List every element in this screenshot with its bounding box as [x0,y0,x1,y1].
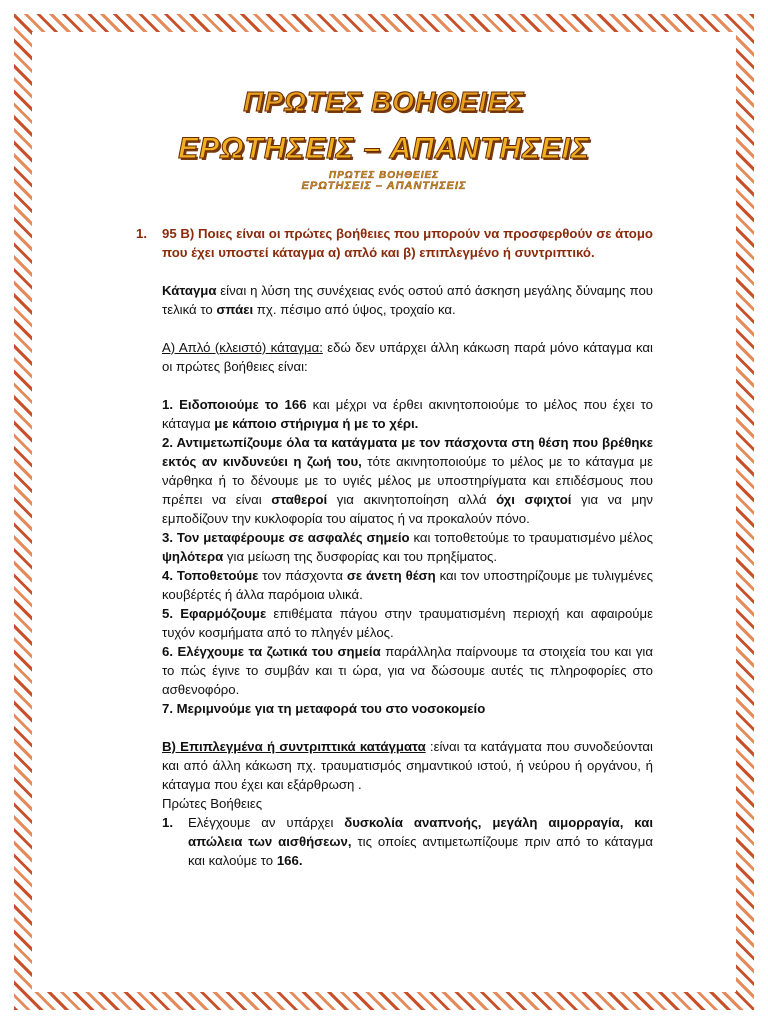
complicated-fracture-paragraph [162,737,653,794]
simple-heading-label: Α) Απλό (κλειστό) κάταγμα: [162,340,323,355]
definition-paragraph [162,281,653,319]
complicated-item-1: 1. Ελέγχουμε αν υπάρχει δυσκολία αναπνοής, μεγάλη αιμορραγία, και απώλεια των αισθήσεων, τις οποίες αντιμετωπίζουμε πριν από το κάταγμα και καλούμε το 166. [162,815,653,868]
step-1: 1. Ειδοποιούμε το 166 και μέχρι να έρθει ακινητοποιούμε το μέλος που έχει το κάταγμα με κάποιο στήριγμα ή με το χέρι. [162,397,653,431]
document-body [136,224,653,870]
simple-fracture-heading [162,338,653,376]
step-7: 7. Μεριμνούμε για τη μεταφορά του στο νοσοκομείο [162,701,486,716]
complicated-intro: :είναι τα κατάγματα που συνοδεύονται και από άλλη κάκωση πχ. τραυματισμός σημαντικού ιστού, ή νεύρου ή οργάνου, ή κάταγμα που έχει και εξάρθρωση . [162,739,653,792]
step-4: 4. Τοποθετούμε τον πάσχοντα σε άνετη θέση και τον υποστηρίζουμε με τυλιγμένες κουβέρτές ή άλλα παρόμοια υλικά. [162,568,653,602]
step-5: 5. Εφαρμόζουμε επιθέματα πάγου στην τραυματισμένη περιοχή και αφαιρούμε τυχόν κοσμήματα από το πληγέν μέλος. [162,606,653,640]
complicated-heading-label: Β) Επιπλεγμένα ή συντριπτικά κατάγματα [162,739,426,754]
question-text: 95 Β) Ποιες είναι οι πρώτες βοήθειες που μπορούν να προσφερθούν σε άτομο που έχει υποστεί κάταγμα α) απλό και β) επιπλεγμένο ή συντριπτικό. [162,226,653,260]
title-questions-answers: ΕΡΩΤΗΣΕΙΣ – ΑΠΑΝΤΗΣΕΙΣ [178,132,590,165]
definition-text-end: πχ. πέσιμο από ύψος, τροχαίο κα. [253,302,456,317]
step-6: 6. Ελέγχουμε τα ζωτικά του σημεία παράλληλα παίρνουμε τα στοιχεία του και για το πώς έγινε το συμβάν και τι ώρα, για να δώσουμε αυτές τις πληροφορίες στο ασθενοφόρο. [162,644,653,697]
title-first-aid: ΠΡΩΤΕΣ ΒΟΗΘΕΙΕΣ [243,86,525,117]
question-item [136,224,653,262]
definition-bold: σπάει [216,302,254,317]
title-questions-answers-small: ΕΡΩΤΗΣΕΙΣ – ΑΠΑΝΤΗΣΕΙΣ [301,180,467,192]
simple-steps [162,395,653,718]
first-aid-subheading: Πρώτες Βοήθειες [162,796,263,811]
title-first-aid-small: ΠΡΩΤΕΣ ΒΟΗΘΕΙΕΣ [328,170,440,181]
definition-term: Κάταγμα [162,283,217,298]
step-3: 3. Τον μεταφέρουμε σε ασφαλές σημείο και τοποθετούμε το τραυματισμένο μέλος ψηλότερα για μείωση της δυσφορίας και του πρηξίματος. [162,530,653,564]
simple-intro: εδώ δεν υπάρχει άλλη κάκωση παρά μόνο κάταγμα και οι πρώτες βοήθειες είναι: [162,340,653,374]
step-2: 2. Αντιμετωπίζουμε όλα τα κατάγματα με τον πάσχοντα στη θέση που βρέθηκε εκτός αν κινδυνεύει η ζωή του, τότε ακινητοποιούμε το μέλος με το κάταγμα με νάρθηκα ή το δένουμε με το υγιές μέλος με υποστηρίγματα και επιδέσμους που πρέπει να είναι σταθεροί για ακινητοποίηση αλλά όχι σφιχτοί για να μην εμποδίζουν την κυκλοφορία του αίματος ή να προκαλούν πόνο. [162,435,654,526]
definition-text: είναι η λύση της συνέχειας ενός οστού από άσκηση μεγάλης δύναμης που τελικά το [162,283,653,317]
question-number: 1. [136,226,147,241]
